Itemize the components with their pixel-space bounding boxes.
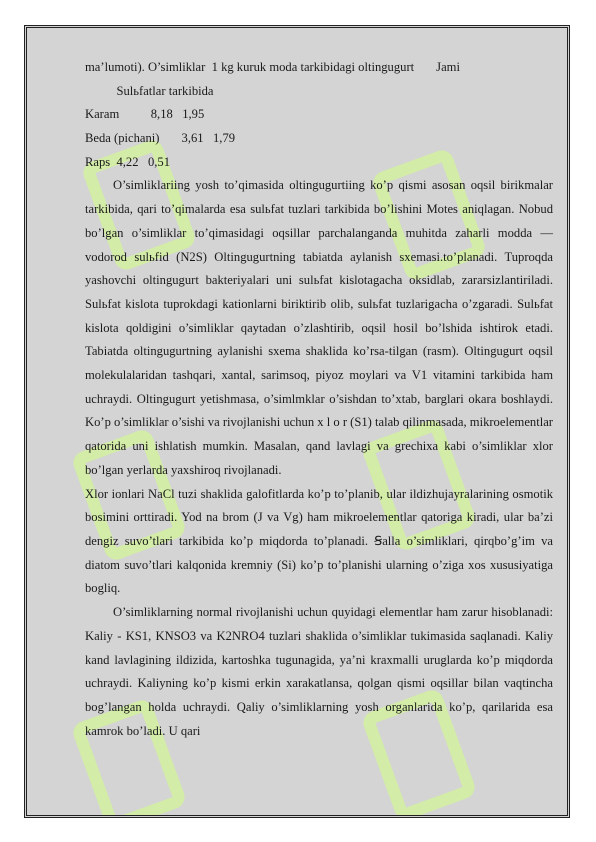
paragraph: O’simliklariing yosh to’qimasida oltingugurtiing ko’p qismi asosan oqsil birikmalar tarkibida, qari to’qimalarda esa sulьfat tuzlari tarkibida bo’lishini Motes aniqlagan. Nobud bo’lgan o’simliklar to’qimasidagi oqsillar parchalanganda muhitda zaharli modda — vodorod sulьfid (N2S) Oltingugurtning tabiatda aylanish sxemasi.to’planadi. Tuproqda yashovchi oltingugurt bakteriyalari uni sulьfat kislotagacha oksidlab, zararsizlantiriladi. Sulьfat kislota tuprokdagi kationlarni biriktirib olib, sulьfat tuzlarigacha o’zgaradi. Sulьfat kislota qoldigini o’simliklar qaytadan o’zlashtirib, oqsil hosil bo’lshida ishtirok etadi. Tabiatda oltingugurtning aylanishi sxema shaklida ko’rsa-tilgan (rasm). Oltingugurt oqsil molekulalaridan tashqari, xantal, sarimsoq, piyoz moylari va V1 vitamini tarkibida ham uchraydi. Oltingugurt yetishmasa, o’simlmklar o’sishdan to’xtab, barglari okara boshlaydi. Ko’p o’simliklar o’sishi va rivojlanishi uchun x l o r (S1) talab qilinmasada, mikroelementlar qatorida uni ishlatish mumkin. Masalan, qand lavlagi va grechixa kabi o’simliklar xlor bo’lgan yerlarda yaxshiroq rivojlanadi.	[85, 178, 553, 477]
paragraph: O’simliklarning normal rivojlanishi uchun quyidagi elementlar ham zarur hisoblanadi: Kaliy - KS1, KNSO3 va K2NRO4 tuzlari shaklida o’simliklar tukimasida saqlanadi. Kaliy kand lavlagining ildizida, kartoshka tugunagida, ya’ni kraxmalli uruglarda ko’p miqdorda uchraydi. Kaliyning ko’p kismi erkin xarakatlansa, qolgan qismi oqsillar bilan vaqtincha bog’langan holda uchraydi. Qaliy o’simliklarning yosh organlarida ko’p, qarilarida esa kamrok bo’ladi. U qari	[85, 605, 553, 738]
document-text	[85, 56, 553, 743]
text-line: Sulьfatlar tarkibida	[85, 83, 214, 98]
document-page	[24, 25, 570, 818]
paragraph: Xlor ionlari NaCl tuzi shaklida galofitlarda ko’p to’planib, ular ildizhujayralarining osmotik bosimini orttiradi. Yod na brom (J va Vg) ham mikroelementlar qatoriga kiradi, ular ba’zi dengiz suvo’tlari tarkibida ko’p miqdorda to’planadi. Ꞩalla o’simliklari, qirqbo’g’im va diatom suvo’tlari kalqonida kremniy (Si) ko’p to’planishi ularning o’ziga xos xususiyatiga bogliq.	[85, 486, 553, 596]
table-row: Beda (pichani) 3,61 1,79	[85, 131, 236, 146]
table-row: Raps 4,22 0,51	[85, 154, 171, 169]
table-row: Karam 8,18 1,95	[85, 107, 205, 122]
text-line: ma’lumoti). O’simliklar 1 kg kuruk moda tarkibidagi oltingugurt Jami	[85, 60, 460, 74]
